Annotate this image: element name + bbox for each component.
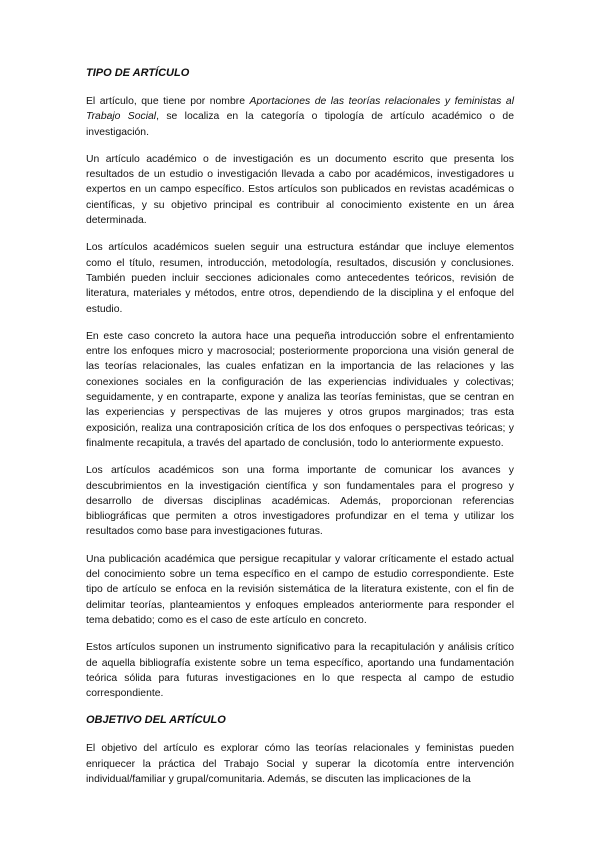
article-title: Aportaciones de las teorías relacionales y feministas al Trabajo Social (86, 96, 515, 123)
paragraph: Los artículos académicos suelen seguir una estructura estándar que incluye elementos como el título, resumen, introducción, metodología, resultados, discusión y conclusiones. También pueden incluir secciones adicionales como antecedentes teóricos, revisión de literatura, materiales y métodos, entre otros, dependiendo de la disciplina y el enfoque del estudio. (86, 242, 514, 315)
paragraph: Los artículos académicos son una forma importante de comunicar los avances y descubrimientos en la investigación científica y son fundamentales para el progreso y desarrollo de diversas disciplinas académicas. Además, proporcionan referencias bibliográficas que permiten a otros investigadores profundizar en el tema y utilizar los resultados como base para investigaciones futuras. (86, 465, 514, 538)
section-heading-tipo: TIPO DE ARTÍCULO (86, 67, 190, 79)
paragraph: Una publicación académica que persigue recapitular y valorar críticamente el estado actual del conocimiento sobre un tema específico en el campo de estudio correspondiente. Este tipo de artículo se enfoca en la revisión sistemática de la literatura existente, con el fin de delimitar teorías, planteamientos y enfoques empleados anteriormente para responder el tema debatido; como es el caso de este artículo en concreto. (86, 553, 514, 626)
paragraph: Estos artículos suponen un instrumento significativo para la recapitulación y análisis crítico de aquella bibliografía existente sobre un tema específico, aportando una fundamentación teórica sólida para futuras investigaciones en lo que respecta al campo de estudio correspondiente. (86, 642, 514, 700)
paragraph: Un artículo académico o de investigación es un documento escrito que presenta los resultados de un estudio o investigación llevada a cabo por académicos, investigadores u expertos en un campo específico. Estos artículos son publicados en revistas académicas o científicas, y su objetivo principal es contribuir al conocimiento existente en un área determinada. (86, 153, 514, 227)
paragraph: El objetivo del artículo es explorar cómo las teorías relacionales y feministas pueden enriquecer la práctica del Trabajo Social y superar la dicotomía entre intervención individual/familiar y grupal/comunitaria. Además, se discuten las implicaciones de la (86, 743, 514, 785)
intro-paragraph (86, 94, 514, 140)
intro-text-after: , se localiza en la categoría o tipología de artículo académico o de investigación. (86, 111, 514, 138)
section-heading-objetivo: OBJETIVO DEL ARTÍCULO (86, 714, 226, 727)
paragraph: En este caso concreto la autora hace una pequeña introducción sobre el enfrentamiento entre los enfoques micro y macrosocial; posteriormente proporciona una visión general de las teorías relacionales, las cuales enfatizan en la importancia de las relaciones y las conexiones sociales en la configuración de las experiencias individuales y colectivas; seguidamente, y en contraparte, expone y analiza las teorías feministas, que se centran en las experiencias y perspectivas de las mujeres y otros grupos marginados; tras esta exposición, realiza una contraposición crítica de los dos enfoques o perspectivas teóricas; y finalmente recapitula, a través del apartado de conclusión, todo lo anteriormente expuesto. (86, 330, 514, 449)
intro-text-before: El artículo, que tiene por nombre (86, 96, 250, 107)
